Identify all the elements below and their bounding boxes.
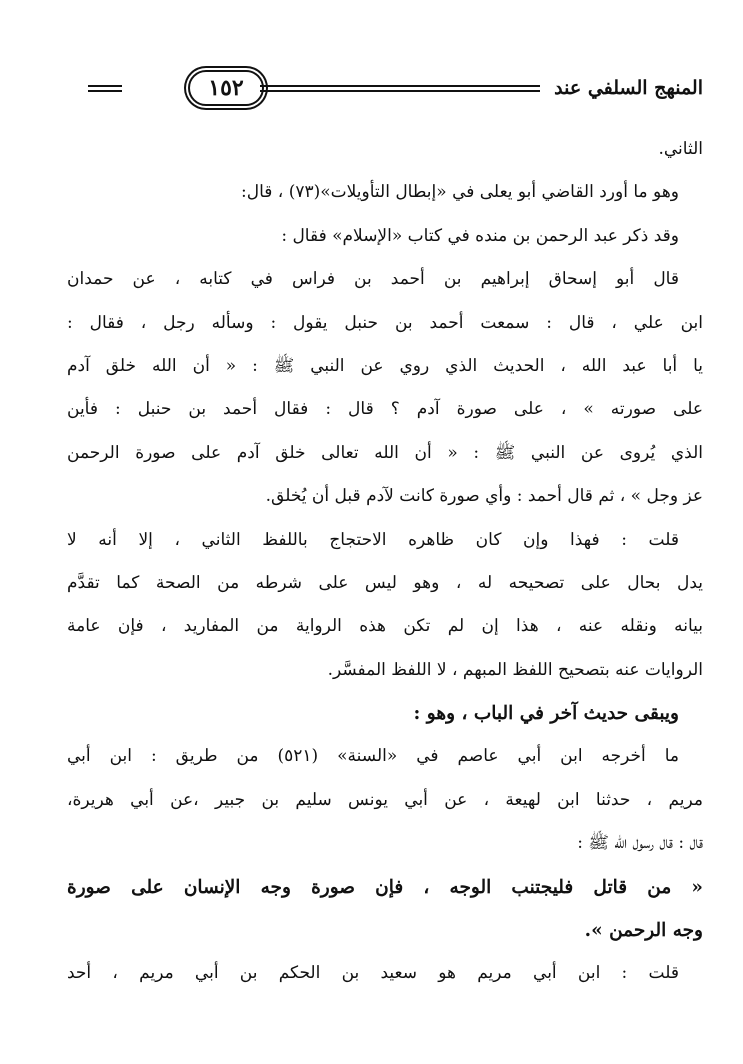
text-line: الروايات عنه بتصحيح اللفظ المبهم ، لا اللفظ المفسَّر. [327,659,703,680]
text-line: قال : قال رسول الله ﷺ : [577,833,703,854]
page-header [88,66,703,112]
text-line: « من قاتل فليجتنب الوجه ، فإن صورة وجه الإنسان على صورة [67,876,703,898]
text-line: يدل بحال على تصحيحه له ، وهو ليس على شرطه من الصحة كما تقدَّم [67,572,703,593]
header-rule-left [88,85,122,92]
text-line: الثاني. [658,139,703,159]
text-line: وجه الرحمن ». [584,920,703,942]
running-title: المنهج السلفي عند [554,77,703,99]
text-line: مريم ، حدثنا ابن لهيعة ، عن أبي يونس سليم بن جبير ،عن أبي هريرة، [67,789,703,810]
text-line: وقد ذكر عبد الرحمن بن منده في كتاب «الإسلام» فقال : [281,225,679,246]
page-number: ١٥٢ [188,70,264,106]
text-line: الذي يُروى عن النبي ﷺ : « أن الله تعالى خلق آدم على صورة الرحمن [67,442,703,463]
text-line: ويبقى حديث آخر في الباب ، وهو : [413,703,679,725]
text-line: عز وجل » ، ثم قال أحمد : وأي صورة كانت لآدم قبل أن يُخلق. [265,486,703,507]
text-line: على صورته » ، على صورة آدم ؟ قال : فقال أحمد بن حنبل : فأين [67,399,703,420]
text-line: ابن علي ، قال : سمعت أحمد بن حنبل يقول : وسأله رجل ، فقال : [67,312,703,333]
text-line: قلت : ابن أبي مريم هو سعيد بن الحكم بن أبي مريم ، أحد [67,963,679,984]
text-line: وهو ما أورد القاضي أبو يعلى في «إبطال التأويلات»(٧٣) ، قال: [241,182,679,203]
text-line: بيانه ونقله عنه ، هذا إن لم تكن هذه الرواية من المفاريد ، فإن عامة [67,616,703,637]
text-line: يا أبا عبد الله ، الحديث الذي روي عن النبي ﷺ : « أن الله خلق آدم [67,355,703,376]
body-text [67,128,703,996]
header-rule-middle [260,85,540,92]
text-line: قلت : فهذا وإن كان ظاهره الاحتجاج باللفظ الثاني ، إلا أنه لا [67,529,679,550]
text-line: ما أخرجه ابن أبي عاصم في «السنة» (٥٢١) من طريق : ابن أبي [67,746,680,767]
text-line: قال أبو إسحاق إبراهيم بن أحمد بن فراس في كتابه ، عن حمدان [67,269,679,290]
